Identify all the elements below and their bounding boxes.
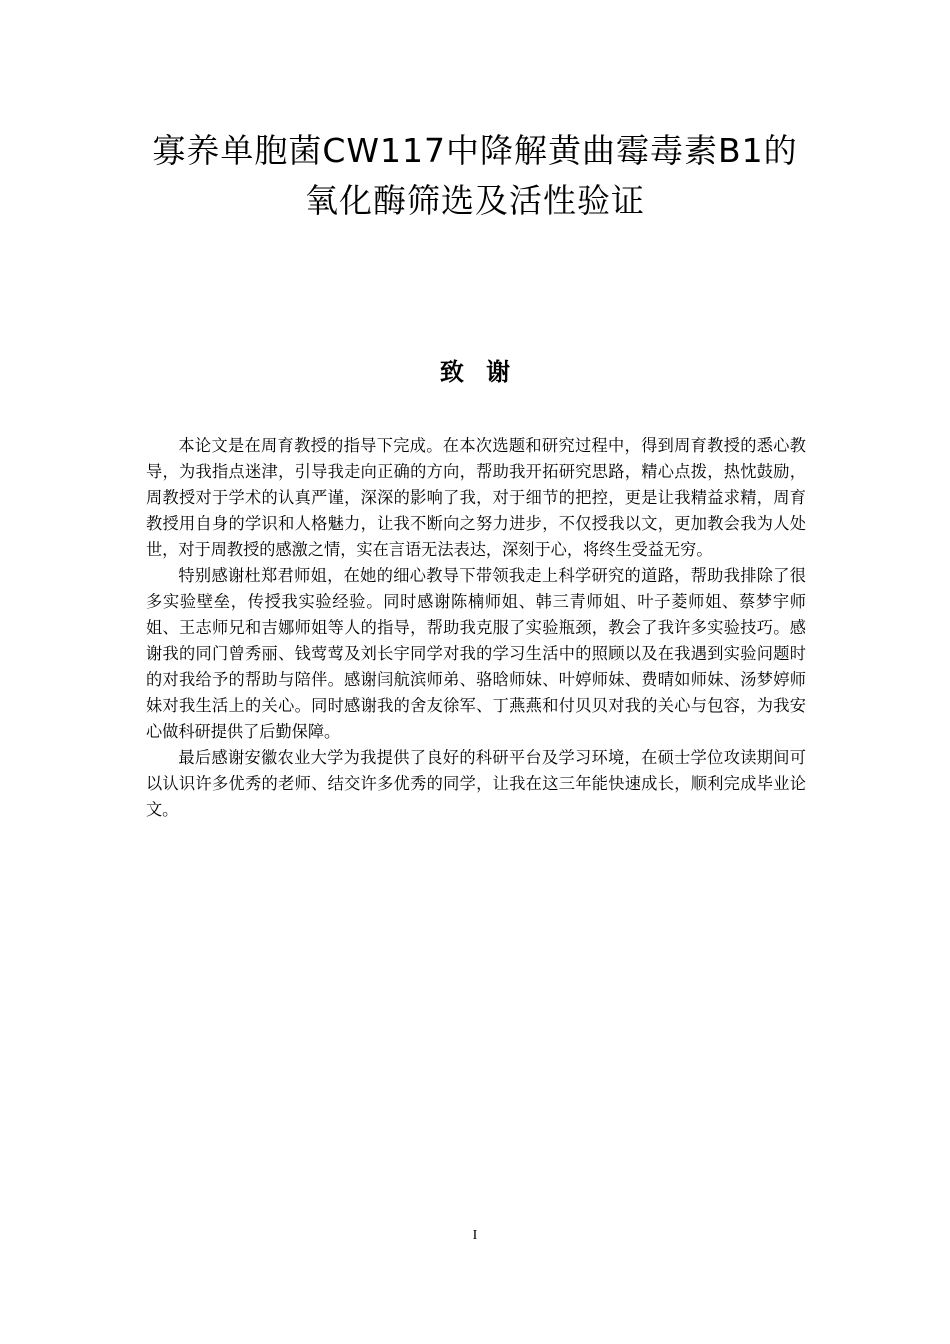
- thesis-title-line-2: 氧化酶筛选及活性验证: [305, 181, 645, 220]
- page-number: I: [472, 1228, 478, 1243]
- acknowledgement-body: [146, 433, 806, 823]
- acknowledgement-heading: 致 谢: [439, 358, 511, 386]
- acknowledgement-paragraph-1: 本论文是在周育教授的指导下完成。在本次选题和研究过程中，得到周育教授的悉心教导，为我指点迷津，引导我走向正确的方向，帮助我开拓研究思路，精心点拨，热忱鼓励，周教授对于学术的认真严谨，深深的影响了我，对于细节的把控，更是让我精益求精，周育教授用自身的学识和人格魅力，让我不断向之努力进步，不仅授我以文，更加教会我为人处世，对于周教授的感激之情，实在言语无法表达，深刻于心，将终生受益无穷。: [146, 436, 806, 559]
- thesis-title-line-1: 寡养单胞菌CW117中降解黄曲霉毒素B1的: [152, 131, 798, 170]
- acknowledgement-paragraph-3: 最后感谢安徽农业大学为我提供了良好的科研平台及学习环境，在硕士学位攻读期间可以认识许多优秀的老师、结交许多优秀的同学，让我在这三年能快速成长，顺利完成毕业论文。: [146, 748, 806, 819]
- thesis-title: [0, 126, 950, 226]
- acknowledgement-paragraph-2: 特别感谢杜郑君师姐，在她的细心教导下带领我走上科学研究的道路，帮助我排除了很多实验壁垒，传授我实验经验。同时感谢陈楠师姐、韩三青师姐、叶子菱师姐、蔡梦宇师姐、王志师兄和吉娜师姐等人的指导，帮助我克服了实验瓶颈，教会了我许多实验技巧。感谢我的同门曾秀丽、钱莺莺及刘长宇同学对我的学习生活中的照顾以及在我遇到实验问题时的对我给予的帮助与陪伴。感谢闫航滨师弟、骆晗师妹、叶婷师妹、费晴如师妹、汤梦婷师妹对我生活上的关心。同时感谢我的舍友徐军、丁燕燕和付贝贝对我的关心与包容，为我安心做科研提供了后勤保障。: [146, 566, 806, 741]
